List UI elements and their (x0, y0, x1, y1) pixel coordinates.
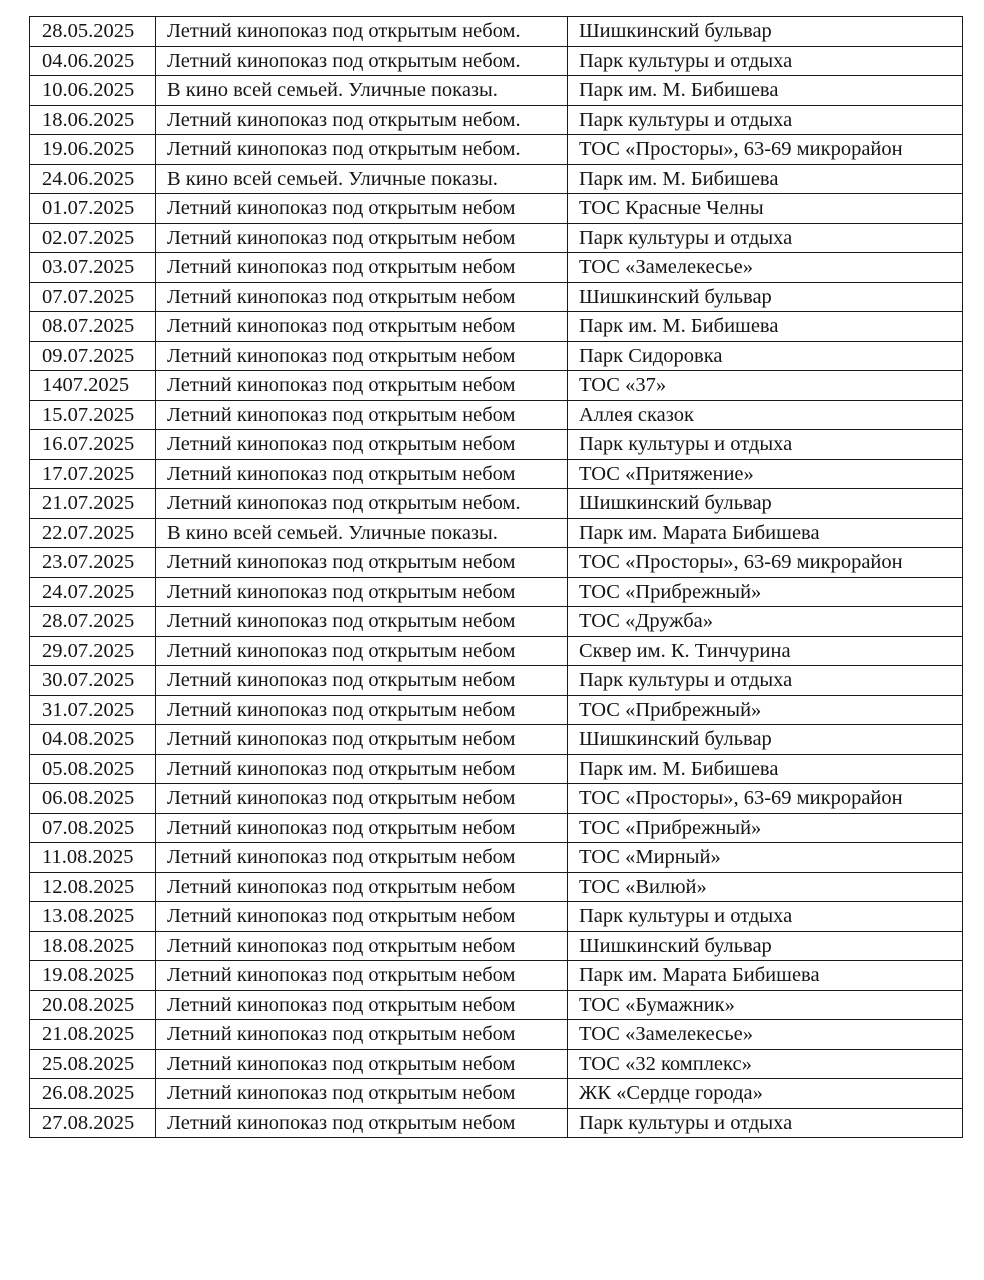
table-row (30, 312, 963, 342)
venue-cell: ТОС «Вилюй» (568, 872, 963, 902)
table-row (30, 636, 963, 666)
table-row (30, 489, 963, 519)
venue-cell: Парк им. М. Бибишева (568, 754, 963, 784)
venue-cell: Парк им. М. Бибишева (568, 76, 963, 106)
venue-cell: Парк им. Марата Бибишева (568, 961, 963, 991)
event-cell: Летний кинопоказ под открытым небом (156, 548, 568, 578)
venue-cell: Парк Сидоровка (568, 341, 963, 371)
date-cell: 19.08.2025 (30, 961, 156, 991)
date-cell: 23.07.2025 (30, 548, 156, 578)
event-cell: Летний кинопоказ под открытым небом. (156, 105, 568, 135)
table-row (30, 931, 963, 961)
table-row (30, 17, 963, 47)
venue-cell: ТОС «Прибрежный» (568, 695, 963, 725)
date-cell: 10.06.2025 (30, 76, 156, 106)
date-cell: 21.08.2025 (30, 1020, 156, 1050)
event-cell: Летний кинопоказ под открытым небом (156, 872, 568, 902)
event-cell: Летний кинопоказ под открытым небом (156, 695, 568, 725)
date-cell: 20.08.2025 (30, 990, 156, 1020)
event-cell: Летний кинопоказ под открытым небом (156, 282, 568, 312)
date-cell: 26.08.2025 (30, 1079, 156, 1109)
table-row (30, 1020, 963, 1050)
venue-cell: ЖК «Сердце города» (568, 1079, 963, 1109)
table-row (30, 1079, 963, 1109)
event-cell: Летний кинопоказ под открытым небом (156, 1020, 568, 1050)
venue-cell: ТОС «32 комплекс» (568, 1049, 963, 1079)
venue-cell: Шишкинский бульвар (568, 489, 963, 519)
table-row (30, 725, 963, 755)
date-cell: 04.08.2025 (30, 725, 156, 755)
date-cell: 31.07.2025 (30, 695, 156, 725)
event-cell: В кино всей семьей. Уличные показы. (156, 518, 568, 548)
event-cell: Летний кинопоказ под открытым небом (156, 312, 568, 342)
table-row (30, 253, 963, 283)
date-cell: 24.07.2025 (30, 577, 156, 607)
table-row (30, 400, 963, 430)
event-cell: В кино всей семьей. Уличные показы. (156, 76, 568, 106)
venue-cell: Парк им. М. Бибишева (568, 312, 963, 342)
event-cell: Летний кинопоказ под открытым небом (156, 666, 568, 696)
table-row (30, 459, 963, 489)
date-cell: 12.08.2025 (30, 872, 156, 902)
date-cell: 1407.2025 (30, 371, 156, 401)
table-row (30, 666, 963, 696)
venue-cell: ТОС «Просторы», 63-69 микрорайон (568, 784, 963, 814)
date-cell: 08.07.2025 (30, 312, 156, 342)
event-cell: Летний кинопоказ под открытым небом (156, 400, 568, 430)
venue-cell: ТОС «Просторы», 63-69 микрорайон (568, 548, 963, 578)
venue-cell: Сквер им. К. Тинчурина (568, 636, 963, 666)
table-row (30, 754, 963, 784)
date-cell: 27.08.2025 (30, 1108, 156, 1138)
date-cell: 03.07.2025 (30, 253, 156, 283)
date-cell: 04.06.2025 (30, 46, 156, 76)
venue-cell: Парк культуры и отдыха (568, 46, 963, 76)
table-row (30, 135, 963, 165)
table-row (30, 1108, 963, 1138)
table-row (30, 784, 963, 814)
date-cell: 15.07.2025 (30, 400, 156, 430)
event-cell: Летний кинопоказ под открытым небом (156, 636, 568, 666)
date-cell: 28.05.2025 (30, 17, 156, 47)
date-cell: 02.07.2025 (30, 223, 156, 253)
table-row (30, 1049, 963, 1079)
venue-cell: ТОС «Прибрежный» (568, 813, 963, 843)
table-row (30, 872, 963, 902)
date-cell: 05.08.2025 (30, 754, 156, 784)
venue-cell: Парк им. М. Бибишева (568, 164, 963, 194)
date-cell: 25.08.2025 (30, 1049, 156, 1079)
event-cell: Летний кинопоказ под открытым небом. (156, 17, 568, 47)
event-cell: Летний кинопоказ под открытым небом (156, 1049, 568, 1079)
table-row (30, 902, 963, 932)
venue-cell: ТОС «Замелекесье» (568, 253, 963, 283)
venue-cell: ТОС Красные Челны (568, 194, 963, 224)
table-row (30, 990, 963, 1020)
event-cell: Летний кинопоказ под открытым небом. (156, 46, 568, 76)
date-cell: 29.07.2025 (30, 636, 156, 666)
venue-cell: ТОС «Бумажник» (568, 990, 963, 1020)
venue-cell: ТОС «Замелекесье» (568, 1020, 963, 1050)
event-cell: Летний кинопоказ под открытым небом (156, 253, 568, 283)
event-cell: Летний кинопоказ под открытым небом (156, 1108, 568, 1138)
venue-cell: Парк культуры и отдыха (568, 430, 963, 460)
event-cell: Летний кинопоказ под открытым небом (156, 459, 568, 489)
date-cell: 18.06.2025 (30, 105, 156, 135)
event-cell: Летний кинопоказ под открытым небом. (156, 489, 568, 519)
date-cell: 30.07.2025 (30, 666, 156, 696)
event-cell: Летний кинопоказ под открытым небом (156, 371, 568, 401)
venue-cell: Аллея сказок (568, 400, 963, 430)
venue-cell: Шишкинский бульвар (568, 725, 963, 755)
schedule-table (29, 16, 963, 1138)
table-row (30, 371, 963, 401)
venue-cell: Парк культуры и отдыха (568, 666, 963, 696)
table-row (30, 695, 963, 725)
date-cell: 21.07.2025 (30, 489, 156, 519)
table-row (30, 577, 963, 607)
event-cell: Летний кинопоказ под открытым небом. (156, 135, 568, 165)
event-cell: Летний кинопоказ под открытым небом (156, 725, 568, 755)
venue-cell: Парк им. Марата Бибишева (568, 518, 963, 548)
venue-cell: ТОС «Просторы», 63-69 микрорайон (568, 135, 963, 165)
table-row (30, 430, 963, 460)
date-cell: 28.07.2025 (30, 607, 156, 637)
venue-cell: Парк культуры и отдыха (568, 105, 963, 135)
event-cell: Летний кинопоказ под открытым небом (156, 430, 568, 460)
date-cell: 16.07.2025 (30, 430, 156, 460)
event-cell: В кино всей семьей. Уличные показы. (156, 164, 568, 194)
venue-cell: Парк культуры и отдыха (568, 1108, 963, 1138)
date-cell: 06.08.2025 (30, 784, 156, 814)
date-cell: 22.07.2025 (30, 518, 156, 548)
table-row (30, 341, 963, 371)
table-row (30, 607, 963, 637)
venue-cell: ТОС «37» (568, 371, 963, 401)
event-cell: Летний кинопоказ под открытым небом (156, 577, 568, 607)
table-row (30, 961, 963, 991)
date-cell: 19.06.2025 (30, 135, 156, 165)
date-cell: 18.08.2025 (30, 931, 156, 961)
date-cell: 07.07.2025 (30, 282, 156, 312)
event-cell: Летний кинопоказ под открытым небом (156, 961, 568, 991)
table-row (30, 813, 963, 843)
event-cell: Летний кинопоказ под открытым небом (156, 813, 568, 843)
table-row (30, 223, 963, 253)
table-row (30, 164, 963, 194)
venue-cell: Шишкинский бульвар (568, 17, 963, 47)
venue-cell: ТОС «Прибрежный» (568, 577, 963, 607)
table-row (30, 843, 963, 873)
date-cell: 11.08.2025 (30, 843, 156, 873)
date-cell: 17.07.2025 (30, 459, 156, 489)
venue-cell: Парк культуры и отдыха (568, 223, 963, 253)
venue-cell: ТОС «Дружба» (568, 607, 963, 637)
event-cell: Летний кинопоказ под открытым небом (156, 607, 568, 637)
event-cell: Летний кинопоказ под открытым небом (156, 1079, 568, 1109)
event-cell: Летний кинопоказ под открытым небом (156, 754, 568, 784)
schedule-table-body (30, 17, 963, 1138)
table-row (30, 194, 963, 224)
venue-cell: ТОС «Притяжение» (568, 459, 963, 489)
event-cell: Летний кинопоказ под открытым небом (156, 194, 568, 224)
date-cell: 24.06.2025 (30, 164, 156, 194)
event-cell: Летний кинопоказ под открытым небом (156, 341, 568, 371)
venue-cell: Парк культуры и отдыха (568, 902, 963, 932)
table-row (30, 105, 963, 135)
event-cell: Летний кинопоказ под открытым небом (156, 223, 568, 253)
event-cell: Летний кинопоказ под открытым небом (156, 902, 568, 932)
date-cell: 07.08.2025 (30, 813, 156, 843)
date-cell: 09.07.2025 (30, 341, 156, 371)
table-row (30, 282, 963, 312)
venue-cell: Шишкинский бульвар (568, 282, 963, 312)
event-cell: Летний кинопоказ под открытым небом (156, 784, 568, 814)
event-cell: Летний кинопоказ под открытым небом (156, 843, 568, 873)
table-row (30, 518, 963, 548)
venue-cell: ТОС «Мирный» (568, 843, 963, 873)
event-cell: Летний кинопоказ под открытым небом (156, 931, 568, 961)
table-row (30, 46, 963, 76)
event-cell: Летний кинопоказ под открытым небом (156, 990, 568, 1020)
venue-cell: Шишкинский бульвар (568, 931, 963, 961)
date-cell: 01.07.2025 (30, 194, 156, 224)
date-cell: 13.08.2025 (30, 902, 156, 932)
table-row (30, 548, 963, 578)
table-row (30, 76, 963, 106)
